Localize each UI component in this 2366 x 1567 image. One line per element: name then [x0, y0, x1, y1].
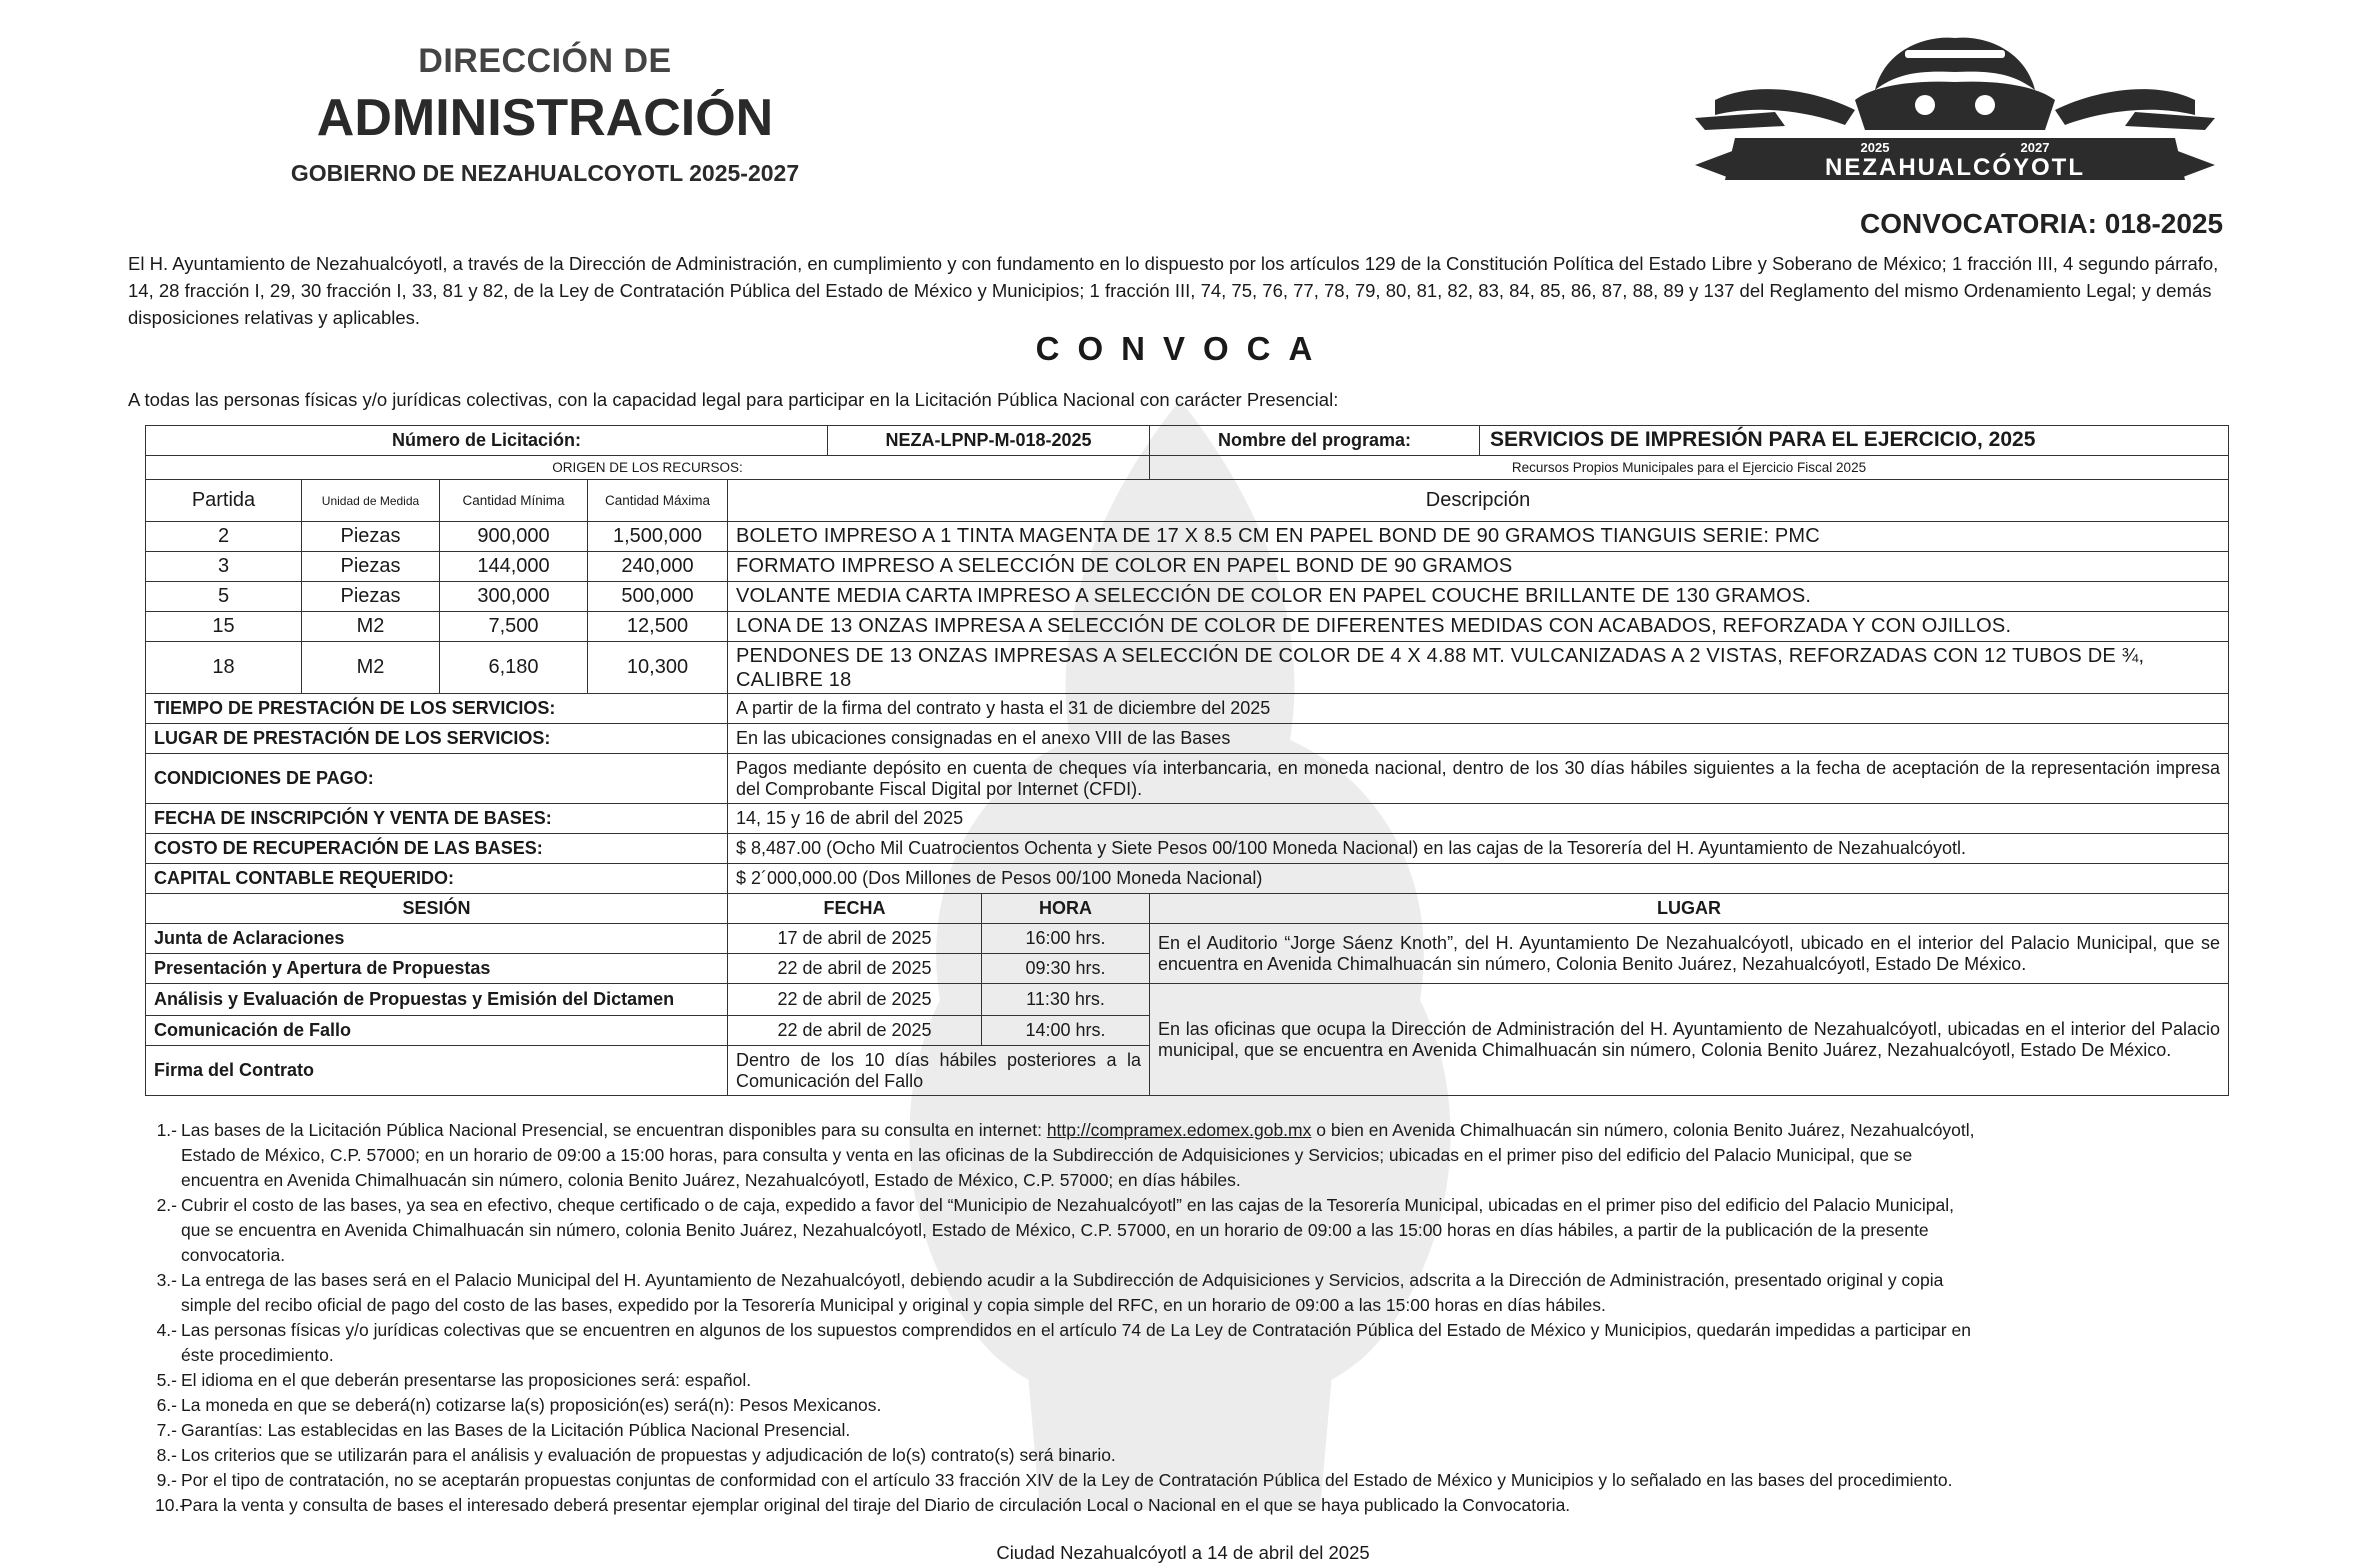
table-row [146, 694, 2229, 724]
info-label-lugar: LUGAR DE PRESTACIÓN DE LOS SERVICIOS: [146, 724, 728, 754]
table-row [146, 834, 2229, 864]
list-item: 1.- Las bases de la Licitación Pública Nacional Presencial, se encuentran disponibles para su consulta en internet: http://compramex.edomex.gob.mx o bien en Avenida Chimalhuacán sin número, colonia Benito Juárez, Nezahualcóyotl, Estado de México, C.P. 57000; en un horario de 09:00 a 15:00 horas, para consulta y venta en las oficinas de la Subdirección de Adquisiciones y Servicios; ubicadas en el primer piso del edificio del Palacio Municipal, que se encuentra en Avenida Chimalhuacán sin número, colonia Benito Juárez, Nezahualcóyotl, Estado de México, C.P. 57000; en días hábiles. [156, 1120, 1975, 1190]
info-value-lugar: En las ubicaciones consignadas en el anexo VIII de las Bases [728, 724, 2229, 754]
cell-partida: 3 [146, 552, 302, 582]
cell-max: 12,500 [588, 612, 728, 642]
table-row [146, 480, 2229, 522]
col-header-descripcion: Descripción [728, 480, 2229, 522]
lugar-header: LUGAR [1150, 894, 2229, 924]
origen-recursos-label: ORIGEN DE LOS RECURSOS: [146, 456, 1150, 480]
session-fecha: 17 de abril de 2025 [728, 924, 982, 954]
convoca-heading: CONVOCA [1035, 330, 1331, 367]
logo-name: NEZAHUALCÓYOTL [1825, 154, 2085, 181]
cell-min: 6,180 [440, 642, 588, 694]
info-label-capital: CAPITAL CONTABLE REQUERIDO: [146, 864, 728, 894]
cell-descripcion: FORMATO IMPRESO A SELECCIÓN DE COLOR EN PAPEL BOND DE 90 GRAMOS [728, 552, 2229, 582]
table-row [146, 924, 2229, 954]
cell-descripcion: BOLETO IMPRESO A 1 TINTA MAGENTA DE 17 X 8.5 CM EN PAPEL BOND DE 90 GRAMOS TIANGUIS SERIE: PMC [728, 522, 2229, 552]
session-fecha: 22 de abril de 2025 [728, 1016, 982, 1046]
session-fecha: 22 de abril de 2025 [728, 984, 982, 1016]
sesion-header: SESIÓN [146, 894, 728, 924]
numero-licitacion-value: NEZA-LPNP-M-018-2025 [828, 426, 1150, 456]
cell-descripcion: LONA DE 13 ONZAS IMPRESA A SELECCIÓN DE COLOR DE DIFERENTES MEDIDAS CON ACABADOS, REFORZADA Y CON OJILLOS. [728, 612, 2229, 642]
cell-unidad: Piezas [302, 552, 440, 582]
cell-partida: 5 [146, 582, 302, 612]
nombre-programa-value: SERVICIOS DE IMPRESIÓN PARA EL EJERCICIO, 2025 [1490, 428, 2036, 451]
col-header-partida: Partida [146, 480, 302, 522]
session-fecha: 22 de abril de 2025 [728, 954, 982, 984]
cell-unidad: Piezas [302, 582, 440, 612]
table-row [146, 582, 2229, 612]
nezahualcoyotl-logo-icon [1675, 30, 2235, 200]
info-label-condiciones: CONDICIONES DE PAGO: [146, 754, 728, 804]
lugar-oficinas: En las oficinas que ocupa la Dirección de Administración del H. Ayuntamiento de Nezahualcóyotl, ubicadas en el interior del Palacio municipal, que se encuentra en Avenida Chimalhuacán sin número, Colonia Benito Juárez, Nezahualcóyotl, Estado De México. [1150, 984, 2229, 1096]
cell-min: 300,000 [440, 582, 588, 612]
cell-unidad: Piezas [302, 522, 440, 552]
header-administracion: ADMINISTRACIÓN [316, 89, 774, 147]
col-header-max: Cantidad Máxima [588, 480, 728, 522]
logo-year-right: 2027 [2020, 140, 2050, 155]
table-row [146, 522, 2229, 552]
header-gobierno: GOBIERNO DE NEZAHUALCOYOTL 2025-2027 [290, 160, 800, 186]
cell-unidad: M2 [302, 612, 440, 642]
header-direccion-de: DIRECCIÓN DE [418, 42, 672, 80]
info-label-tiempo: TIEMPO DE PRESTACIÓN DE LOS SERVICIOS: [146, 694, 728, 724]
session-hora: 14:00 hrs. [982, 1016, 1150, 1046]
numero-licitacion-label: Número de Licitación: [146, 426, 828, 456]
intro-paragraph: El H. Ayuntamiento de Nezahualcóyotl, a través de la Dirección de Administración, en cumplimiento y con fundamento en lo dispuesto por los artículos 129 de la Constitución Política del Estado Libre y Soberano de México; 1 fracción III, 4 segundo párrafo, 14, 28 fracción I, 29, 30 fracción I, 33, 81 y 82, de la Ley de Contratación Pública del Estado de México y Municipios; 1 fracción III, 74, 75, 76, 77, 78, 79, 80, 81, 82, 83, 84, 85, 86, 87, 88, 89 y 137 del Reglamento del mismo Ordenamiento Legal; y demás disposiciones relativas y aplicables. [128, 253, 2219, 328]
list-item: 10.- Para la venta y consulta de bases el interesado deberá presentar ejemplar original del tiraje del Diario de circulación Local o Nacional en el que se haya publicado la Convocatoria. [155, 1495, 1571, 1515]
list-item: 7.- Garantías: Las establecidas en las Bases de la Licitación Pública Nacional Presencial. [156, 1420, 851, 1440]
table-row [146, 642, 2229, 694]
table-row [146, 804, 2229, 834]
notes-list [155, 1118, 1985, 1518]
cell-min: 7,500 [440, 612, 588, 642]
session-name: Comunicación de Fallo [146, 1016, 728, 1046]
session-name: Presentación y Apertura de Propuestas [146, 954, 728, 984]
convocatoria-number: CONVOCATORIA: 018-2025 [1860, 208, 2224, 239]
footer-place-date: Ciudad Nezahualcóyotl a 14 de abril del 2025 [996, 1542, 1370, 1563]
todas-paragraph: A todas las personas físicas y/o jurídicas colectivas, con la capacidad legal para participar en la Licitación Pública Nacional con carácter Presencial: [128, 389, 1339, 410]
info-value-fecha-inscripcion: 14, 15 y 16 de abril del 2025 [728, 804, 2229, 834]
table-row [146, 426, 2229, 456]
list-item: 5.- El idioma en el que deberán presentarse las proposiciones será: español. [156, 1370, 752, 1390]
cell-min: 900,000 [440, 522, 588, 552]
list-item: 8.- Los criterios que se utilizarán para el análisis y evaluación de propuestas y adjudicación de lo(s) contrato(s) será binario. [156, 1445, 1116, 1465]
info-label-fecha-inscripcion: FECHA DE INSCRIPCIÓN Y VENTA DE BASES: [146, 804, 728, 834]
compramex-link[interactable]: http://compramex.edomex.gob.mx [1046, 1120, 1312, 1140]
table-row [146, 894, 2229, 924]
cell-descripcion: PENDONES DE 13 ONZAS IMPRESAS A SELECCIÓN DE COLOR DE 4 X 4.88 MT. VULCANIZADAS A 2 VISTAS, REFORZADAS CON 12 TUBOS DE ¾, CALIBRE 18 [728, 642, 2229, 694]
cell-max: 1,500,000 [588, 522, 728, 552]
list-item: 6.- La moneda en que se deberá(n) cotizarse la(s) proposición(es) será(n): Pesos Mexicanos. [156, 1395, 882, 1415]
cell-unidad: M2 [302, 642, 440, 694]
session-name: Análisis y Evaluación de Propuestas y Emisión del Dictamen [146, 984, 728, 1016]
info-value-capital: $ 2´000,000.00 (Dos Millones de Pesos 00/100 Moneda Nacional) [728, 864, 2229, 894]
cell-partida: 15 [146, 612, 302, 642]
table-row [146, 754, 2229, 804]
list-item: 4.- Las personas físicas y/o jurídicas colectivas que se encuentren en algunos de los supuestos comprendidos en el artículo 74 de La Ley de Contratación Pública del Estado de México y Municipios, quedarán impedidas a participar en éste procedimiento. [156, 1320, 1971, 1365]
cell-max: 10,300 [588, 642, 728, 694]
session-hora: 16:00 hrs. [982, 924, 1150, 954]
table-row [146, 612, 2229, 642]
origen-recursos-value: Recursos Propios Municipales para el Ejercicio Fiscal 2025 [1150, 456, 2229, 480]
table-row [146, 864, 2229, 894]
hora-header: HORA [982, 894, 1150, 924]
info-value-tiempo: A partir de la firma del contrato y hasta el 31 de diciembre del 2025 [728, 694, 2229, 724]
table-row [146, 552, 2229, 582]
info-value-condiciones: Pagos mediante depósito en cuenta de cheques vía interbancaria, en moneda nacional, dentro de los 30 días hábiles siguientes a la fecha de aceptación de la representación impresa del Comprobante Fiscal Digital por Internet (CFDI). [728, 754, 2229, 804]
table-row [146, 724, 2229, 754]
licitacion-table [145, 425, 2229, 1096]
session-hora: 11:30 hrs. [982, 984, 1150, 1016]
col-header-unidad: Unidad de Medida [302, 480, 440, 522]
cell-descripcion: VOLANTE MEDIA CARTA IMPRESO A SELECCIÓN DE COLOR EN PAPEL COUCHE BRILLANTE DE 130 GRAMOS. [728, 582, 2229, 612]
cell-max: 500,000 [588, 582, 728, 612]
logo-year-left: 2025 [1860, 140, 1890, 155]
list-item: 3.- La entrega de las bases será en el Palacio Municipal del H. Ayuntamiento de Nezahualcóyotl, debiendo acudir a la Subdirección de Adquisiciones y Servicios, adscrita a la Dirección de Administración, presentado original y copia simple del recibo oficial de pago del costo de las bases, expedido por la Tesorería Municipal y original y copia simple del RFC, en un horario de 09:00 a las 15:00 horas en días hábiles. [156, 1270, 1944, 1315]
cell-min: 144,000 [440, 552, 588, 582]
session-name: Junta de Aclaraciones [146, 924, 728, 954]
list-item: 2.- Cubrir el costo de las bases, ya sea en efectivo, cheque certificado o de caja, expedido a favor del “Municipio de Nezahualcóyotl” en las cajas de la Tesorería Municipal, ubicadas en el primer piso del edificio del Palacio Municipal, que se encuentra en Avenida Chimalhuacán sin número, colonia Benito Juárez, Nezahualcóyotl, Estado de México, C.P. 57000, en un horario de 09:00 a las 15:00 horas en días hábiles, a partir de la publicación de la presente convocatoria. [156, 1195, 1955, 1265]
cell-partida: 2 [146, 522, 302, 552]
session-fecha: Dentro de los 10 días hábiles posteriores a la Comunicación del Fallo [728, 1046, 1150, 1096]
table-row [146, 456, 2229, 480]
info-value-costo: $ 8,487.00 (Ocho Mil Cuatrocientos Ochenta y Siete Pesos 00/100 Moneda Nacional) en las cajas de la Tesorería del H. Ayuntamiento de Nezahualcóyotl. [728, 834, 2229, 864]
cell-max: 240,000 [588, 552, 728, 582]
col-header-min: Cantidad Mínima [440, 480, 588, 522]
cell-partida: 18 [146, 642, 302, 694]
nombre-programa-label: Nombre del programa: [1150, 426, 1480, 455]
info-label-costo: COSTO DE RECUPERACIÓN DE LAS BASES: [146, 834, 728, 864]
list-item: 9.- Por el tipo de contratación, no se aceptarán propuestas conjuntas de conformidad con el artículo 33 fracción XIV de la Ley de Contratación Pública del Estado de México y Municipios y lo señalado en las bases del procedimiento. [156, 1470, 1953, 1490]
lugar-auditorio: En el Auditorio “Jorge Sáenz Knoth”, del H. Ayuntamiento De Nezahualcóyotl, ubicado en el interior del Palacio Municipal, que se encuentra en Avenida Chimalhuacán sin número, Colonia Benito Juárez, Nezahualcóyotl, Estado De México. [1150, 924, 2229, 984]
session-name: Firma del Contrato [146, 1046, 728, 1096]
table-row [146, 984, 2229, 1016]
fecha-header: FECHA [728, 894, 982, 924]
session-hora: 09:30 hrs. [982, 954, 1150, 984]
